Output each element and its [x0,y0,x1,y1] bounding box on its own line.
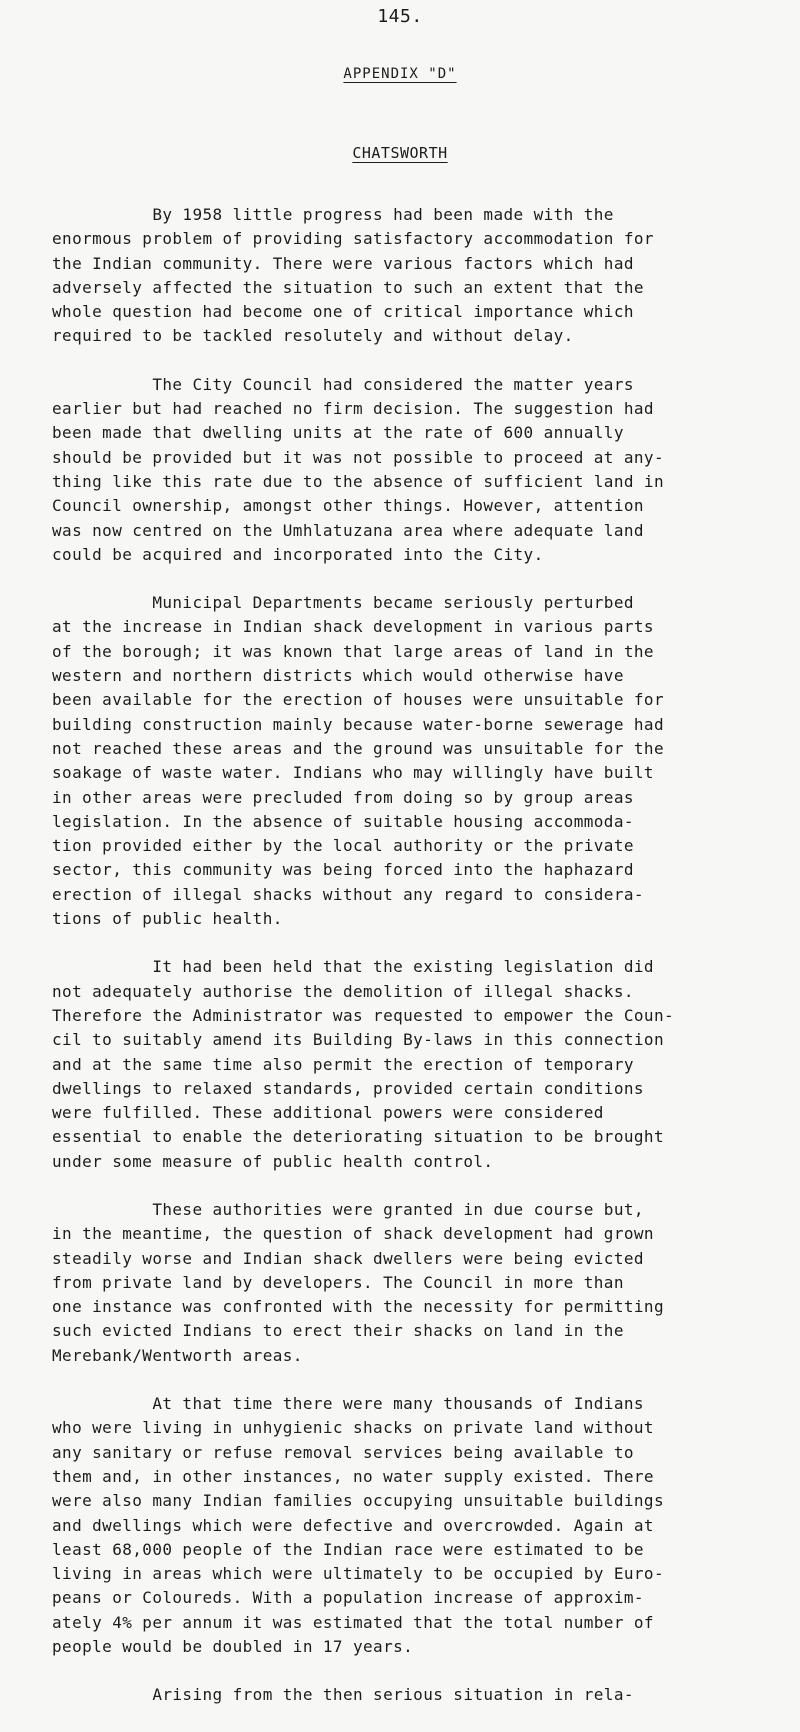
text-line: earlier but had reached no firm decision. The suggestion had [52,399,654,419]
text-line: could be acquired and incorporated into the City. [52,544,544,564]
page-number: 145. [377,6,423,27]
text-line: thing like this rate due to the absence of sufficient land in [52,471,665,491]
text-line: under some measure of public health control. [52,1151,494,1171]
text-line: in the meantime, the question of shack development had grown [52,1224,654,1244]
paragraph [52,955,772,1174]
appendix-label: APPENDIX "D" [343,66,457,82]
text-line: should be provided but it was not possible to proceed at any- [52,447,665,467]
text-line: The City Council had considered the matter years [52,374,634,394]
text-line: Municipal Departments became seriously perturbed [52,593,634,613]
paragraph [52,1392,772,1659]
text-line: western and northern districts which would otherwise have [52,666,624,686]
text-line: tions of public health. [52,909,283,929]
text-line: least 68,000 people of the Indian race were estimated to be [52,1539,644,1559]
text-line: ately 4% per annum it was estimated that the total number of [52,1612,654,1632]
paragraph [52,373,772,567]
paragraph [52,1198,772,1368]
text-line: been available for the erection of houses were unsuitable for [52,690,665,710]
text-line: Therefore the Administrator was requested to empower the Coun- [52,1005,675,1025]
text-line: not reached these areas and the ground was unsuitable for the [52,738,665,758]
text-line: erection of illegal shacks without any regard to considera- [52,884,644,904]
text-line: the Indian community. There were various factors which had [52,253,634,273]
text-line: tion provided either by the local authority or the private [52,836,634,856]
paragraph [52,203,772,349]
text-line: not adequately authorise the demolition of illegal shacks. [52,981,634,1001]
text-line: in other areas were precluded from doing so by group areas [52,787,634,807]
text-line: peans or Coloureds. With a population increase of approxim- [52,1588,644,1608]
text-line: cil to suitably amend its Building By-laws in this connection [52,1030,665,1050]
text-line: building construction mainly because water-borne sewerage had [52,714,665,734]
text-line: These authorities were granted in due course but, [52,1199,644,1219]
text-line: was now centred on the Umhlatuzana area where adequate land [52,520,644,540]
text-line: at the increase in Indian shack development in various parts [52,617,654,637]
text-line: who were living in unhygienic shacks on private land without [52,1418,654,1438]
text-line: and dwellings which were defective and overcrowded. Again at [52,1515,654,1535]
text-line: enormous problem of providing satisfactory accommodation for [52,229,654,249]
text-line: one instance was confronted with the necessity for permitting [52,1297,665,1317]
text-line: soakage of waste water. Indians who may willingly have built [52,763,654,783]
text-line: At that time there were many thousands of Indians [52,1394,644,1414]
text-line: been made that dwelling units at the rate of 600 annually [52,423,624,443]
text-line: were also many Indian families occupying unsuitable buildings [52,1491,665,1511]
text-line: Council ownership, amongst other things. However, attention [52,496,644,516]
text-line: sector, this community was being forced into the haphazard [52,860,634,880]
body-text [52,203,772,1732]
text-line: dwellings to relaxed standards, provided certain conditions [52,1078,644,1098]
text-line: adversely affected the situation to such an extent that the [52,277,644,297]
text-line: By 1958 little progress had been made with the [52,205,614,224]
text-line: Merebank/Wentworth areas. [52,1345,303,1365]
text-line: people would be doubled in 17 years. [52,1637,414,1657]
text-line: steadily worse and Indian shack dwellers were being evicted [52,1248,644,1268]
text-line: such evicted Indians to erect their shacks on land in the [52,1321,624,1341]
text-line: required to be tackled resolutely and without delay. [52,326,574,346]
paragraph [52,1683,772,1707]
text-line: whole question had become one of critical importance which [52,302,634,322]
text-line: legislation. In the absence of suitable housing accommoda- [52,811,634,831]
text-line: of the borough; it was known that large areas of land in the [52,641,654,661]
text-line: It had been held that the existing legislation did [52,957,654,977]
text-line: them and, in other instances, no water supply existed. There [52,1466,654,1486]
text-line: any sanitary or refuse removal services being available to [52,1442,634,1462]
paragraph [52,591,772,931]
text-line: from private land by developers. The Council in more than [52,1272,624,1292]
text-line: and at the same time also permit the erection of temporary [52,1054,634,1074]
text-line: essential to enable the deteriorating situation to be brought [52,1127,665,1147]
text-line: were fulfilled. These additional powers were considered [52,1103,604,1123]
text-line: living in areas which were ultimately to be occupied by Euro- [52,1564,665,1584]
text-line: Arising from the then serious situation in rela- [52,1685,634,1705]
section-heading: CHATSWORTH [352,144,448,162]
